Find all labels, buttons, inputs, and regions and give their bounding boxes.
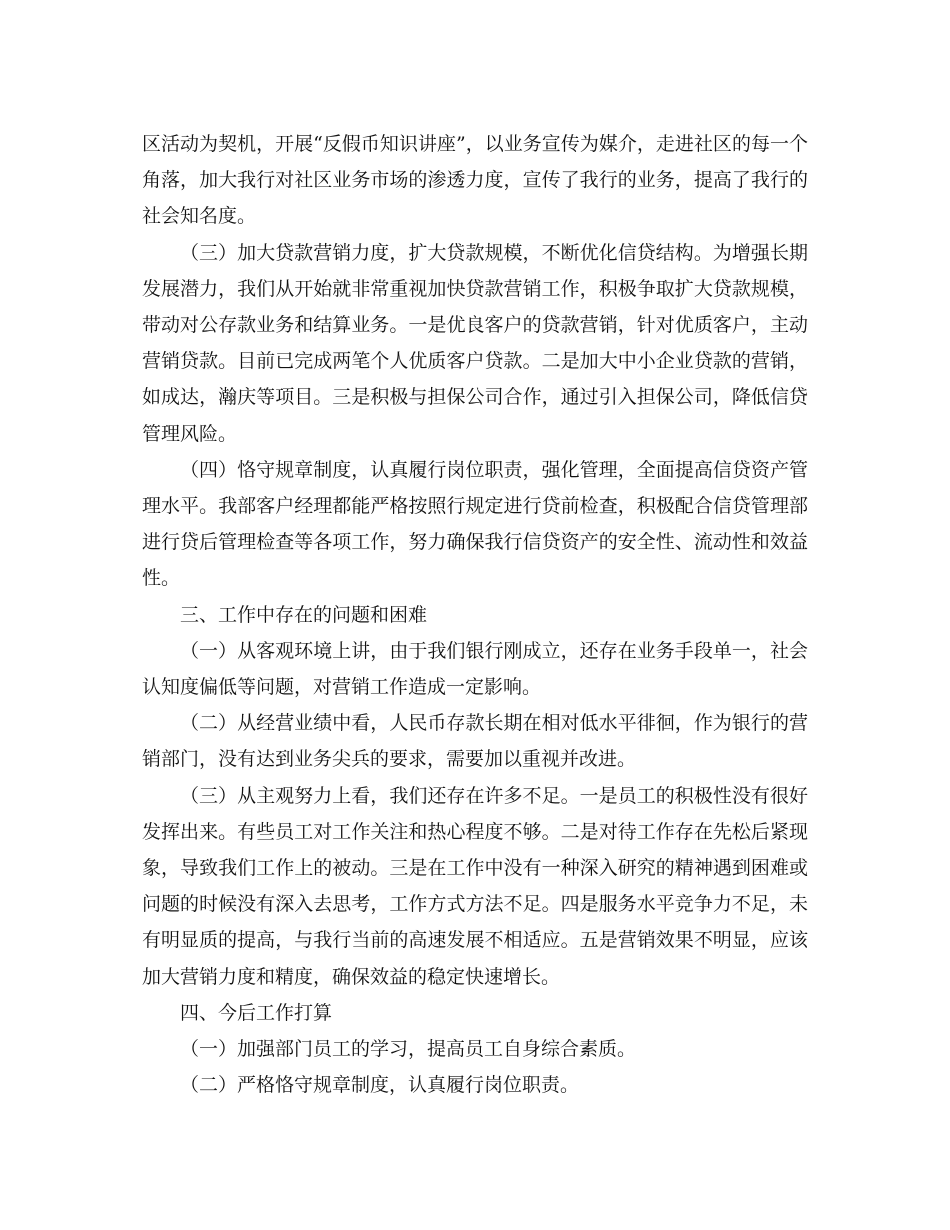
paragraph-problem-1: （一）从客观环境上讲，由于我们银行刚成立，还存在业务手段单一，社会认知度偏低等问题，对营销工作造成一定影响。 xyxy=(142,639,808,699)
paragraph-section-3-loans: （三）加大贷款营销力度，扩大贷款规模，不断优化信贷结构。为增强长期发展潜力，我们从开始就非常重视加快贷款营销工作，积极争取扩大贷款规模，带动对公存款业务和结算业务。一是优良客户的贷款营销，针对优质客户，主动营销贷款。目前已完成两笔个人优质客户贷款。二是加大中小企业贷款的营销，如成达，瀚庆等项目。三是积极与担保公司合作，通过引入担保公司，降低信贷管理风险。 xyxy=(142,241,808,445)
document-body xyxy=(142,126,808,1103)
paragraph-plan-2: （二）严格恪守规章制度，认真履行岗位职责。 xyxy=(180,1074,580,1097)
paragraph-problem-2: （二）从经营业绩中看，人民币存款长期在相对低水平徘徊，作为银行的营销部门，没有达到业务尖兵的要求，需要加以重视并改进。 xyxy=(142,712,808,771)
paragraph-plan-1: （一）加强部门员工的学习，提高员工自身综合素质。 xyxy=(180,1038,637,1061)
section-heading-plans: 四、今后工作打算 xyxy=(180,1001,333,1024)
section-heading-problems: 三、工作中存在的问题和困难 xyxy=(180,603,428,626)
paragraph-section-4-rules: （四）恪守规章制度，认真履行岗位职责，强化管理，全面提高信贷资产管理水平。我部客户经理都能严格按照行规定进行贷前检查，积极配合信贷管理部进行贷后管理检查等各项工作，努力确保我行信贷资产的安全性、流动性和效益性。 xyxy=(142,458,808,590)
paragraph-continuation: 区活动为契机，开展“反假币知识讲座”，以业务宣传为媒介，走进社区的每一个角落，加大我行对社区业务市场的渗透力度，宣传了我行的业务，提高了我行的社会知名度。 xyxy=(142,133,808,228)
paragraph-problem-3: （三）从主观努力上看，我们还存在许多不足。一是员工的积极性没有很好发挥出来。有些员工对工作关注和热心程度不够。二是对待工作存在先松后紧现象，导致我们工作上的被动。三是在工作中没有一种深入研究的精神遇到困难或问题的时候没有深入去思考，工作方式方法不足。四是服务水平竞争力不足，未有明显质的提高，与我行当前的高速发展不相适应。五是营销效果不明显，应该加大营销力度和精度，确保效益的稳定快速增长。 xyxy=(142,784,808,988)
